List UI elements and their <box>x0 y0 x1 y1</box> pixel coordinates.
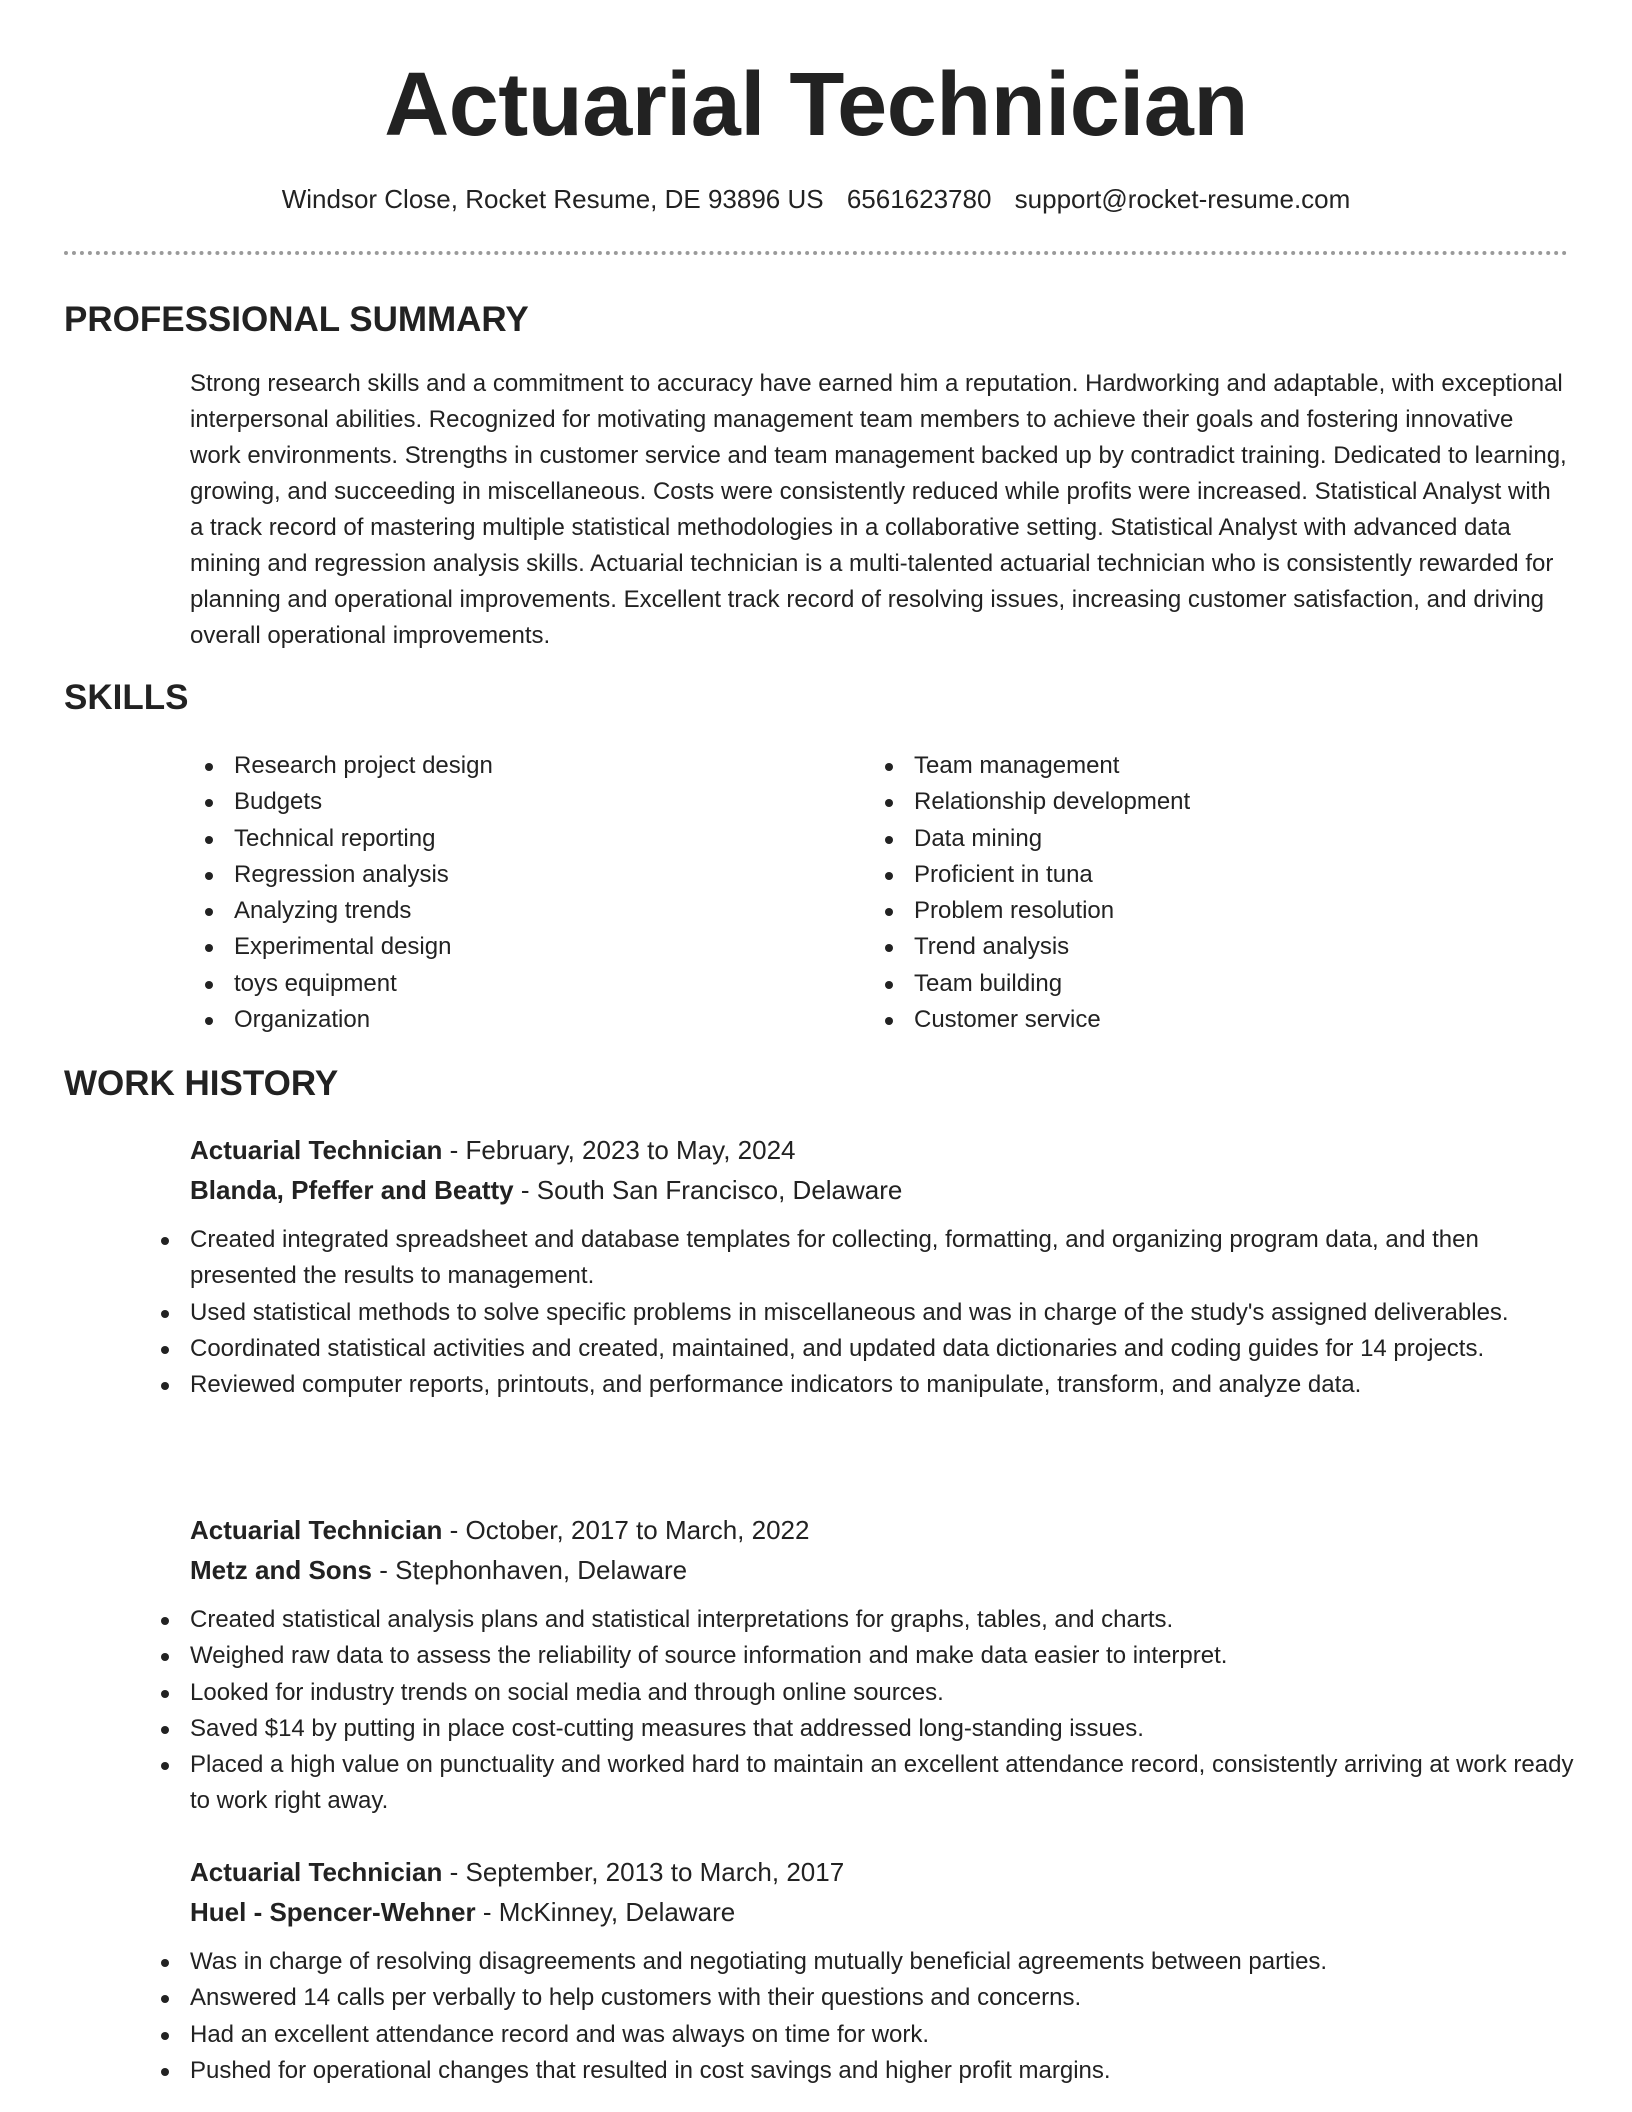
job-bullet: Created statistical analysis plans and statistical interpretations for graphs, tables, and charts. <box>146 1602 1576 1638</box>
job-bullets <box>146 1944 1576 2089</box>
summary-text: Strong research skills and a commitment to accuracy have earned him a reputation. Hardworking and adaptable, with exceptional interpersonal abilities. Recognized for motivating management team members to achieve their goals and fostering innovative work environments. Strengths in customer service and team management backed up by contradict training. Dedicated to learning, growing, and succeeding in miscellaneous. Costs were consistently reduced while profits were increased. Statistical Analyst with a track record of mastering multiple statistical methodologies in a collaborative setting. Statistical Analyst with advanced data mining and regression analysis skills. Actuarial technician is a multi-talented actuarial technician who is consistently rewarded for planning and operational improvements. Excellent track record of resolving issues, increasing customer satisfaction, and driving overall operational improvements. <box>190 370 1567 649</box>
work-history-heading: WORK HISTORY <box>64 1064 339 1103</box>
job-title-line <box>190 1510 1570 1550</box>
skills-list-right <box>870 748 1190 1038</box>
job-company: Huel - Spencer-Wehner <box>190 1897 476 1927</box>
skill-item: Research project design <box>190 748 493 784</box>
job-bullet: Coordinated statistical activities and created, maintained, and updated data dictionaries and coding guides for 14 projects. <box>146 1331 1576 1367</box>
job-location: - McKinney, Delaware <box>475 1897 736 1927</box>
header-divider <box>64 251 1568 255</box>
job-title-line <box>190 1852 1570 1892</box>
job-company-line <box>190 1550 1570 1590</box>
job-company-line <box>190 1170 1570 1210</box>
contact-line <box>0 180 1632 218</box>
skill-item: Budgets <box>190 784 493 820</box>
skill-item: Team building <box>870 966 1190 1002</box>
skill-item: Experimental design <box>190 929 493 965</box>
job-dates: - February, 2023 to May, 2024 <box>442 1135 796 1165</box>
job-title: Actuarial Technician <box>190 1857 443 1887</box>
skills-list-left <box>190 748 493 1038</box>
skill-item: Analyzing trends <box>190 893 493 929</box>
skill-item: Proficient in tuna <box>870 857 1190 893</box>
job-bullet: Created integrated spreadsheet and database templates for collecting, formatting, and organizing program data, and then presented the results to management. <box>146 1222 1576 1295</box>
job-bullet: Reviewed computer reports, printouts, and performance indicators to manipulate, transform, and analyze data. <box>146 1367 1576 1403</box>
skill-item: Trend analysis <box>870 929 1190 965</box>
job-dates: - October, 2017 to March, 2022 <box>442 1515 810 1545</box>
job-dates: - September, 2013 to March, 2017 <box>442 1857 845 1887</box>
job-bullet: Used statistical methods to solve specific problems in miscellaneous and was in charge of the study's assigned deliverables. <box>146 1295 1576 1331</box>
job-bullet: Had an excellent attendance record and was always on time for work. <box>146 2017 1576 2053</box>
job-title-line <box>190 1130 1570 1170</box>
job-bullet: Answered 14 calls per verbally to help customers with their questions and concerns. <box>146 1980 1576 2016</box>
skills-heading: SKILLS <box>64 678 189 717</box>
summary-heading: PROFESSIONAL SUMMARY <box>64 300 529 339</box>
candidate-name: Actuarial Technician <box>384 55 1248 155</box>
job-bullet: Saved $14 by putting in place cost-cutting measures that addressed long-standing issues. <box>146 1711 1576 1747</box>
job-bullet: Looked for industry trends on social media and through online sources. <box>146 1675 1576 1711</box>
job-company: Blanda, Pfeffer and Beatty <box>190 1175 514 1205</box>
job-bullet: Pushed for operational changes that resulted in cost savings and higher profit margins. <box>146 2053 1576 2089</box>
skill-item: Data mining <box>870 821 1190 857</box>
job-location: - South San Francisco, Delaware <box>513 1175 903 1205</box>
job-bullet: Weighed raw data to assess the reliability of source information and make data easier to interpret. <box>146 1638 1576 1674</box>
skill-item: Team management <box>870 748 1190 784</box>
skill-item: Organization <box>190 1002 493 1038</box>
skill-item: toys equipment <box>190 966 493 1002</box>
skill-item: Customer service <box>870 1002 1190 1038</box>
job-bullets <box>146 1222 1576 1403</box>
contact-address: Windsor Close, Rocket Resume, DE 93896 US <box>281 184 824 214</box>
job-entry <box>190 1510 1574 1820</box>
skill-item: Regression analysis <box>190 857 493 893</box>
job-bullet: Placed a high value on punctuality and worked hard to maintain an excellent attendance record, consistently arriving at work ready to work right away. <box>146 1747 1576 1820</box>
job-entry <box>190 1852 1570 2089</box>
skill-item: Technical reporting <box>190 821 493 857</box>
job-title: Actuarial Technician <box>190 1135 443 1165</box>
job-company: Metz and Sons <box>190 1555 373 1585</box>
skill-item: Relationship development <box>870 784 1190 820</box>
contact-phone: 6561623780 <box>846 184 992 214</box>
job-bullets <box>146 1602 1576 1820</box>
job-location: - Stephonhaven, Delaware <box>372 1555 688 1585</box>
contact-email: support@rocket-resume.com <box>1014 184 1351 214</box>
job-bullet: Was in charge of resolving disagreements and negotiating mutually beneficial agreements between parties. <box>146 1944 1576 1980</box>
job-entry <box>190 1130 1570 1403</box>
job-title: Actuarial Technician <box>190 1515 443 1545</box>
skill-item: Problem resolution <box>870 893 1190 929</box>
job-company-line <box>190 1892 1570 1932</box>
